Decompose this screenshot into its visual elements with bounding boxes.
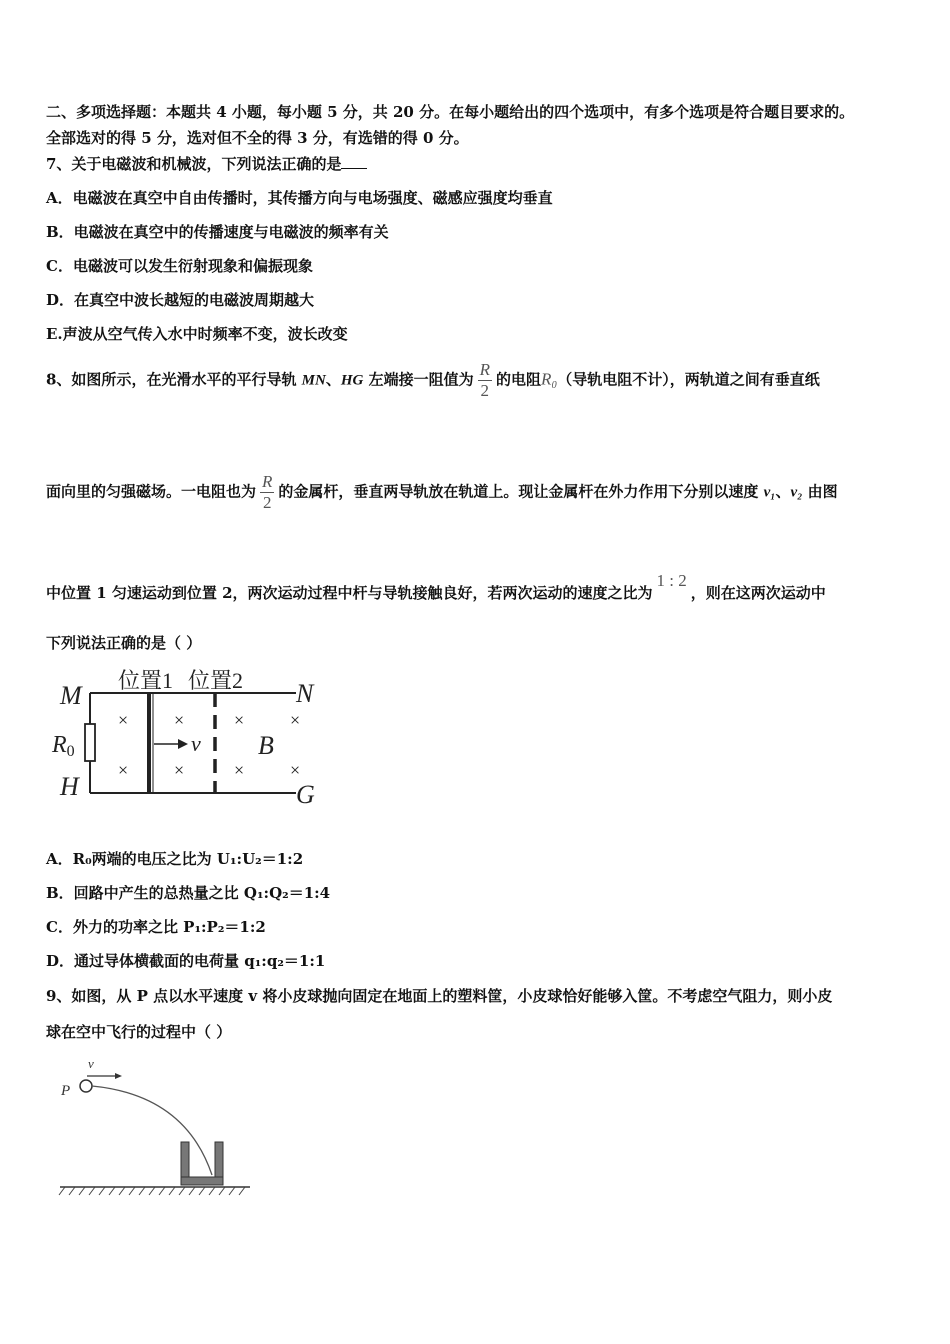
q8-paragraph-line2 — [46, 472, 838, 513]
fraction-r-over-2 — [478, 360, 492, 401]
q8-text: 、 — [775, 482, 791, 501]
field-cross: × — [234, 760, 245, 780]
q7-option-c: C．电磁波可以发生衍射现象和偏振现象 — [46, 257, 313, 275]
q7-option-a: A．电磁波在真空中自由传播时，其传播方向与电场强度、磁感应强度均垂直 — [46, 189, 553, 207]
q8-text: （导轨电阻不计），两轨道之间有垂直纸 — [557, 370, 820, 389]
q8-text: 的电阻 — [495, 370, 541, 389]
q8-option-b: B．回路中产生的总热量之比 Q₁:Q₂＝1:4 — [46, 884, 331, 902]
answer-blank — [341, 154, 367, 169]
q8-text: 8、如图所示，在光滑水平的平行导轨 — [46, 370, 302, 389]
q7-option-b: B．电磁波在真空中的传播速度与电磁波的频率有关 — [46, 223, 389, 241]
label-position-1: 位置1 — [118, 668, 174, 693]
velocity-arrowhead — [178, 739, 188, 749]
label-r0 — [51, 732, 75, 760]
label-n: N — [296, 679, 314, 708]
resistor-r0-symbol: R₀ — [541, 369, 558, 389]
label-h: H — [60, 772, 79, 801]
rail-mn-label: MN — [301, 372, 326, 389]
q8-option-c: C．外力的功率之比 P₁:P₂＝1:2 — [46, 918, 266, 936]
ball — [80, 1080, 92, 1092]
q8-paragraph-line4: 下列说法正确的是（ ） — [46, 634, 202, 652]
field-cross: × — [118, 760, 129, 780]
q8-text: 的金属杆，垂直两导轨放在轨道上。现让金属杆在外力作用下分别以速度 — [278, 482, 764, 501]
q8-paragraph-line3 — [46, 571, 826, 603]
trajectory-curve — [92, 1086, 212, 1175]
q7-stem-text: 7、关于电磁波和机械波，下列说法正确的是 — [46, 155, 342, 173]
field-cross: × — [234, 710, 245, 730]
field-cross: × — [290, 760, 301, 780]
fraction-numerator: R — [262, 472, 273, 491]
q9-stem-line1: 9、如图，从 P 点以水平速度 v 将小皮球抛向固定在地面上的塑料筐，小皮球恰好能够入筐。不考虑空气阻力，则小皮 — [46, 987, 833, 1005]
label-g: G — [296, 780, 315, 809]
q7-option-e: E.声波从空气传入水中时频率不变，波长改变 — [46, 325, 348, 343]
fraction-r-over-2 — [260, 472, 274, 513]
q8-text: 面向里的匀强磁场。一电阻也为 — [46, 482, 257, 501]
velocity-v1: v₁ — [763, 484, 776, 501]
section-instruction-line2: 全部选对的得 5 分，选对但不全的得 3 分，有选错的得 0 分。 — [46, 129, 469, 147]
q8-text: 中位置 1 匀速运动到位置 2，两次运动过程中杆与导轨接触良好，若两次运动的速度之比为 — [46, 584, 653, 602]
field-cross: × — [174, 760, 185, 780]
fraction-numerator: R — [479, 360, 490, 379]
q8-text: 由图 — [802, 482, 838, 501]
q8-option-a: A．R₀两端的电压之比为 U₁:U₂＝1:2 — [46, 850, 304, 868]
resistor-r0 — [85, 724, 95, 761]
label-v: v — [191, 731, 201, 756]
label-v: v — [88, 1056, 94, 1071]
rail-hg-label: HG — [340, 372, 364, 389]
label-r0-r: R — [52, 732, 67, 758]
q8-text: 左端接一阻值为 — [363, 370, 474, 389]
field-cross: × — [118, 710, 129, 730]
field-cross: × — [174, 710, 185, 730]
label-b: B — [258, 731, 274, 760]
velocity-arrowhead — [115, 1073, 122, 1079]
q8-text: ，则在这两次运动中 — [690, 584, 826, 602]
label-r0-sub: 0 — [66, 743, 75, 760]
fraction-denominator: 2 — [262, 493, 272, 512]
q7-stem — [46, 153, 367, 174]
q8-paragraph-line1 — [46, 360, 820, 401]
ground-hatching — [59, 1187, 245, 1195]
label-m: M — [60, 681, 82, 710]
q7-option-d: D．在真空中波长越短的电磁波周期越大 — [46, 291, 315, 309]
field-cross: × — [290, 710, 301, 730]
q9-stem-line2: 球在空中飞行的过程中（ ） — [46, 1023, 232, 1041]
label-position-2: 位置2 — [188, 668, 244, 693]
q8-option-d: D．通过导体横截面的电荷量 q₁:q₂＝1:1 — [46, 952, 326, 970]
label-p: P — [61, 1083, 71, 1099]
q9-projectile-diagram — [55, 1055, 255, 1200]
velocity-v2: v₂ — [790, 484, 803, 501]
section-instruction-line1: 二、多项选择题：本题共 4 小题，每小题 5 分，共 20 分。在每小题给出的四个选项中，有多个选项是符合题目要求的。 — [46, 103, 855, 121]
q8-circuit-diagram — [50, 664, 340, 814]
velocity-ratio: 1 : 2 — [656, 571, 687, 590]
basket-bottom — [181, 1177, 223, 1185]
q8-text: 、 — [325, 370, 341, 389]
fraction-denominator: 2 — [480, 381, 490, 400]
